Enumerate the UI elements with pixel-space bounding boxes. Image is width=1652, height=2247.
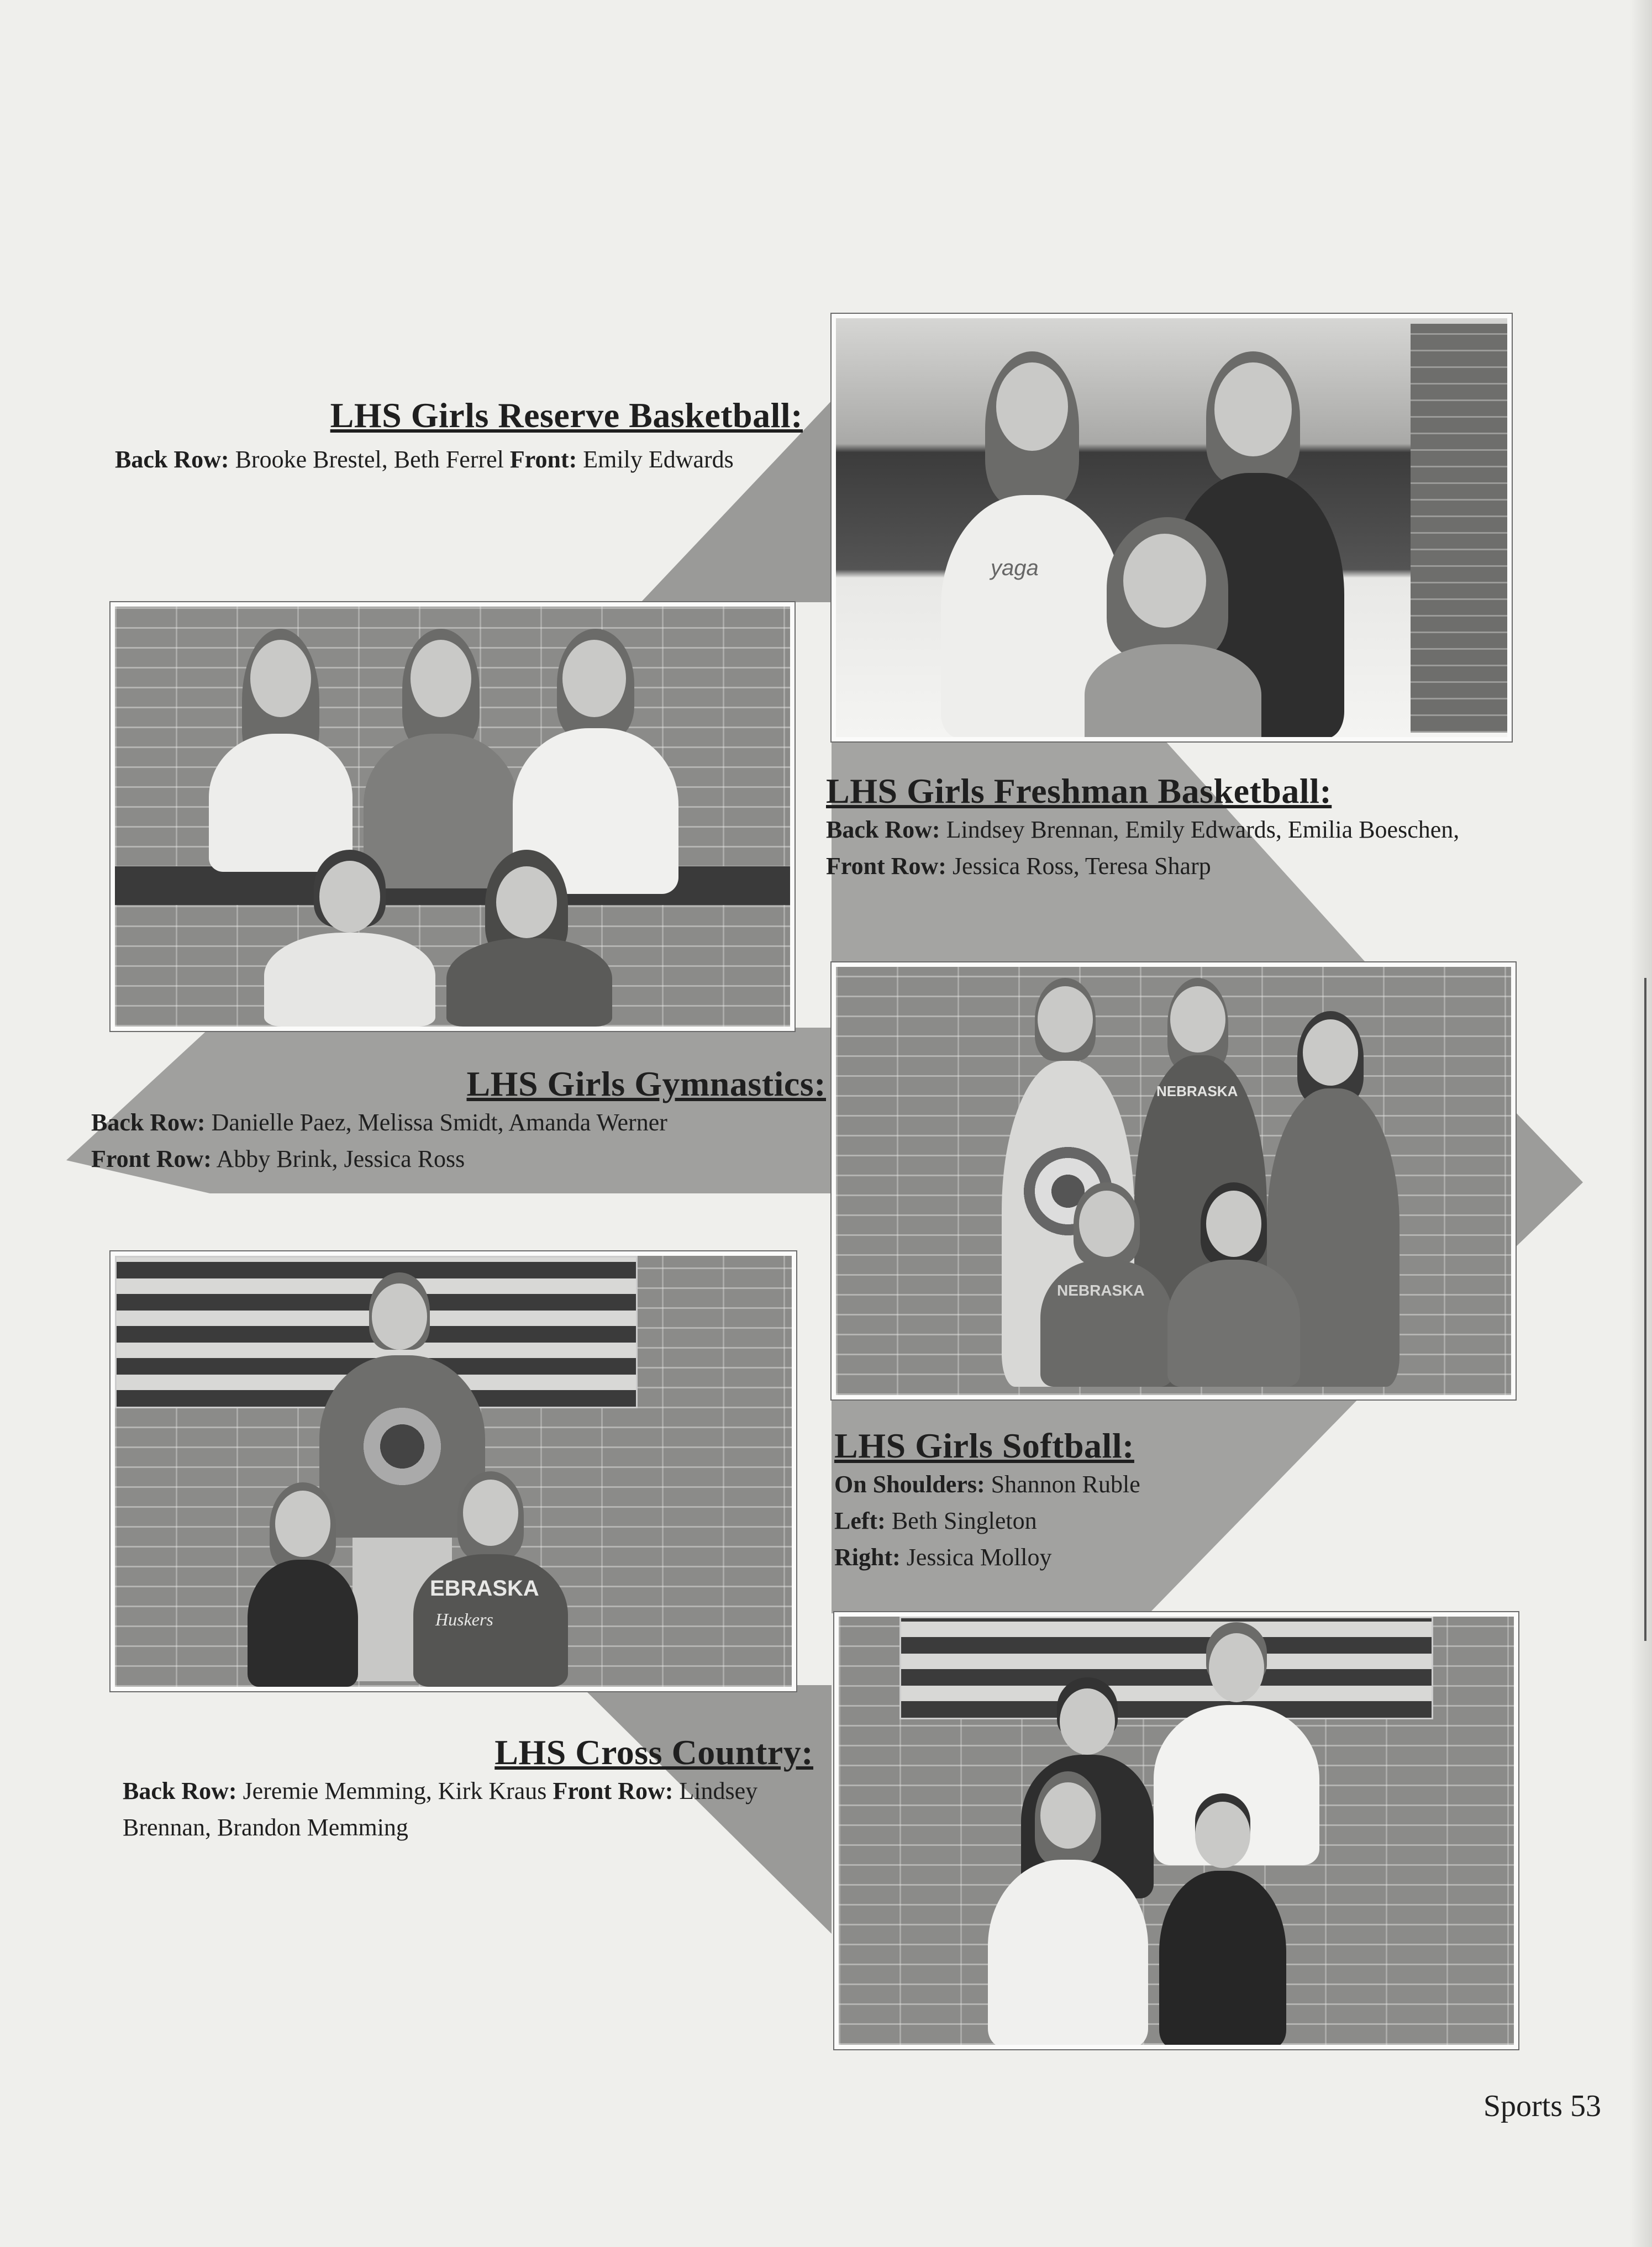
- caption-names: Shannon Ruble: [991, 1471, 1140, 1498]
- caption-names: Abby Brink, Jessica Ross: [216, 1145, 465, 1172]
- person: [413, 1471, 568, 1687]
- caption-label: On Shoulders:: [834, 1471, 985, 1498]
- shirt-text: yaga: [991, 556, 1039, 580]
- shirt-text: EBRASKA: [430, 1576, 539, 1601]
- caption-names: Beth Singleton: [891, 1507, 1037, 1534]
- shirt-text: NEBRASKA: [1057, 1282, 1145, 1299]
- caption-names: Emily Edwards: [583, 446, 734, 473]
- caption-reserve-basketball: [115, 395, 803, 478]
- caption-gymnastics: [91, 1064, 826, 1177]
- caption-label: Left:: [834, 1507, 886, 1534]
- caption-title: LHS Girls Gymnastics:: [466, 1064, 826, 1103]
- photo-reserve-basketball: [111, 602, 795, 1031]
- caption-label: Front Row:: [553, 1777, 674, 1804]
- caption-label: Front Row:: [826, 853, 946, 880]
- caption-title: LHS Girls Softball:: [834, 1426, 1134, 1465]
- caption-title: LHS Girls Freshman Basketball:: [826, 771, 1332, 811]
- caption-title: LHS Girls Reserve Basketball:: [330, 396, 803, 435]
- person: [1074, 517, 1267, 738]
- shirt-text: NEBRASKA: [1156, 1083, 1238, 1099]
- caption-label: Back Row:: [115, 446, 229, 473]
- caption-names: Brooke Brestel, Beth Ferrel: [235, 446, 504, 473]
- person: [248, 1482, 358, 1687]
- shirt-text: Huskers: [435, 1609, 493, 1629]
- person: [988, 1771, 1148, 2048]
- caption-softball: [834, 1425, 1332, 1576]
- caption-label: Back Row:: [91, 1109, 206, 1136]
- person: [264, 850, 435, 1027]
- caption-freshman-basketball: [826, 771, 1517, 885]
- caption-cross-country: [123, 1732, 813, 1846]
- caption-names: Jeremie Memming, Kirk Kraus: [243, 1777, 547, 1804]
- person: [1167, 1182, 1300, 1387]
- person: [1040, 1182, 1173, 1387]
- caption-label: Back Row:: [123, 1777, 237, 1804]
- caption-label: Right:: [834, 1544, 901, 1571]
- caption-names: Danielle Paez, Melissa Smidt, Amanda Werner: [211, 1109, 667, 1136]
- person: [1159, 1793, 1286, 2048]
- caption-label: Front Row:: [91, 1145, 212, 1172]
- caption-names: Lindsey Brennan, Brandon Memming: [123, 1777, 758, 1841]
- caption-names: Lindsey Brennan, Emily Edwards, Emilia Boeschen,: [946, 816, 1460, 843]
- caption-title: LHS Cross Country:: [494, 1733, 813, 1772]
- arrow-shape-right-tip: [1514, 1111, 1583, 1249]
- caption-names: Jessica Ross, Teresa Sharp: [952, 853, 1211, 880]
- photo-softball: [111, 1251, 796, 1691]
- caption-label: Front:: [509, 446, 577, 473]
- photo-freshman-basketball: [832, 314, 1512, 741]
- photo-gymnastics: [832, 962, 1516, 1399]
- person: [446, 850, 612, 1027]
- caption-names: Jessica Molloy: [906, 1544, 1052, 1571]
- brick-building: [1411, 324, 1507, 733]
- page-number: Sports 53: [1483, 2089, 1601, 2123]
- photo-cross-country: [834, 1612, 1518, 2049]
- caption-label: Back Row:: [826, 816, 940, 843]
